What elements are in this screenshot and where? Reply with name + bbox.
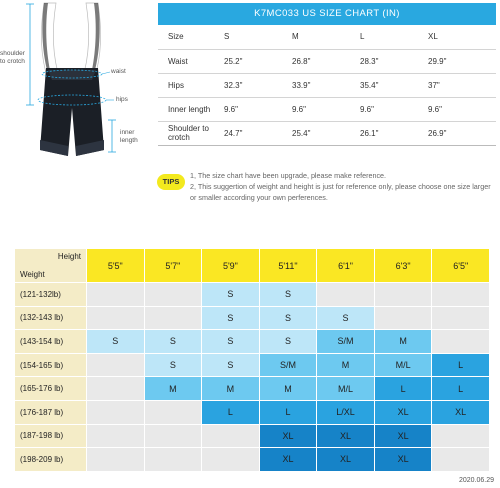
table-cell: 9.6" [292,97,360,121]
size-cell [202,448,260,472]
height-weight-chart [14,248,490,472]
size-cell [432,283,490,307]
us-size-header-row [158,25,496,49]
size-cell: XL [374,400,432,424]
size-cell: XL [432,400,490,424]
height-header-cell: 5'9" [202,249,260,283]
size-cell: S [202,353,260,377]
us-size-chart-title: K7MC033 US SIZE CHART (IN) [158,3,496,25]
waist-label: waist [111,68,126,75]
table-row [15,448,490,472]
table-cell: 9.6" [360,97,428,121]
table-cell: 25.4" [292,121,360,145]
size-cell: XL [259,448,317,472]
size-cell: S [87,330,145,354]
weight-label-cell: (176-187 lb) [15,400,87,424]
size-cell: M/L [317,377,375,401]
size-cell [432,306,490,330]
height-header-cell: 5'11" [259,249,317,283]
table-cell: L [360,25,428,49]
size-cell [87,424,145,448]
table-row [158,97,496,121]
size-cell: XL [317,448,375,472]
table-cell: 37" [428,73,496,97]
size-cell [87,448,145,472]
table-cell: 32.3" [224,73,292,97]
table-row [15,283,490,307]
size-cell: XL [317,424,375,448]
weight-label-cell: (187-198 lb) [15,424,87,448]
size-cell [317,283,375,307]
table-cell: 29.9" [428,49,496,73]
height-header-cell: 6'1" [317,249,375,283]
size-cell: S [202,283,260,307]
size-cell: M/L [374,353,432,377]
table-cell: 33.9" [292,73,360,97]
table-row [158,121,496,145]
size-cell: S [202,330,260,354]
size-cell: M [144,377,202,401]
size-cell: S [259,330,317,354]
table-cell: 26.1" [360,121,428,145]
table-row [158,49,496,73]
row-label: Shoulder to crotch [158,121,224,145]
size-cell [144,283,202,307]
size-cell: L [432,377,490,401]
size-cell [432,448,490,472]
size-cell: L [259,400,317,424]
size-cell: XL [259,424,317,448]
size-cell: S [317,306,375,330]
table-cell: M [292,25,360,49]
height-header-cell: 6'5" [432,249,490,283]
size-cell: S [259,283,317,307]
size-cell [432,424,490,448]
inner-length-label: inner length [120,129,138,144]
size-cell [144,306,202,330]
weight-label-cell: (165-176 lb) [15,377,87,401]
table-cell: 35.4" [360,73,428,97]
size-cell [87,283,145,307]
size-cell [144,424,202,448]
size-cell: XL [374,424,432,448]
tips-badge: TIPS [157,174,185,190]
table-cell: 28.3" [360,49,428,73]
size-cell: S [144,353,202,377]
row-label: Inner length [158,97,224,121]
size-cell: S [202,306,260,330]
size-cell [87,400,145,424]
date-label: 2020.06.29 [458,477,494,484]
weight-label-cell: (132-143 lb) [15,306,87,330]
table-row [15,400,490,424]
corner-cell [15,249,87,283]
shoulder-to-crotch-label: shoulder to crotch [0,50,25,65]
size-cell [374,306,432,330]
product-illustration [0,0,160,165]
table-cell: XL [428,25,496,49]
weight-label-cell: (198-209 lb) [15,448,87,472]
table-cell: Size [158,25,224,49]
size-cell: S/M [317,330,375,354]
weight-label-cell: (143-154 lb) [15,330,87,354]
row-label: Hips [158,73,224,97]
tip-line-1: 1, The size chart have been upgrade, please make reference. [190,171,387,180]
size-cell: S [144,330,202,354]
table-cell: 26.8" [292,49,360,73]
size-cell: M [374,330,432,354]
size-cell: M [259,377,317,401]
size-cell [432,330,490,354]
weight-axis-label: Weight [20,270,45,279]
size-cell [374,283,432,307]
size-cell: L [202,400,260,424]
size-cell: L/XL [317,400,375,424]
weight-label-cell: (154-165 lb) [15,353,87,377]
size-cell: S [259,306,317,330]
size-cell: L [374,377,432,401]
size-cell [87,377,145,401]
height-header-cell: 5'5" [87,249,145,283]
height-header-cell: 6'3" [374,249,432,283]
size-cell [87,306,145,330]
height-header-cell: 5'7" [144,249,202,283]
table-row [15,377,490,401]
size-cell: M [202,377,260,401]
us-size-table [158,25,496,146]
size-cell [144,448,202,472]
size-cell [87,353,145,377]
tip-line-2: 2, This suggertion of weight and height is just for reference only, please choose one size larger or smaller according your own perferences. [190,182,491,202]
table-cell: 9.6" [428,97,496,121]
table-cell: 25.2" [224,49,292,73]
us-size-chart [158,3,496,146]
table-row [15,353,490,377]
table-cell: S [224,25,292,49]
tips-text [190,170,495,203]
size-cell: S/M [259,353,317,377]
table-cell: 26.9" [428,121,496,145]
size-cell [144,400,202,424]
hips-label: hips [116,96,128,103]
size-cell: L [432,353,490,377]
table-row [15,424,490,448]
table-row [158,73,496,97]
weight-label-cell: (121-132lb) [15,283,87,307]
size-cell [202,424,260,448]
size-cell: M [317,353,375,377]
size-cell: XL [374,448,432,472]
height-axis-label: Height [57,252,81,261]
row-label: Waist [158,49,224,73]
table-cell: 24.7" [224,121,292,145]
height-weight-table [14,248,490,472]
table-cell: 9.6" [224,97,292,121]
table-row [15,330,490,354]
table-row [15,306,490,330]
height-header-row [15,249,490,283]
